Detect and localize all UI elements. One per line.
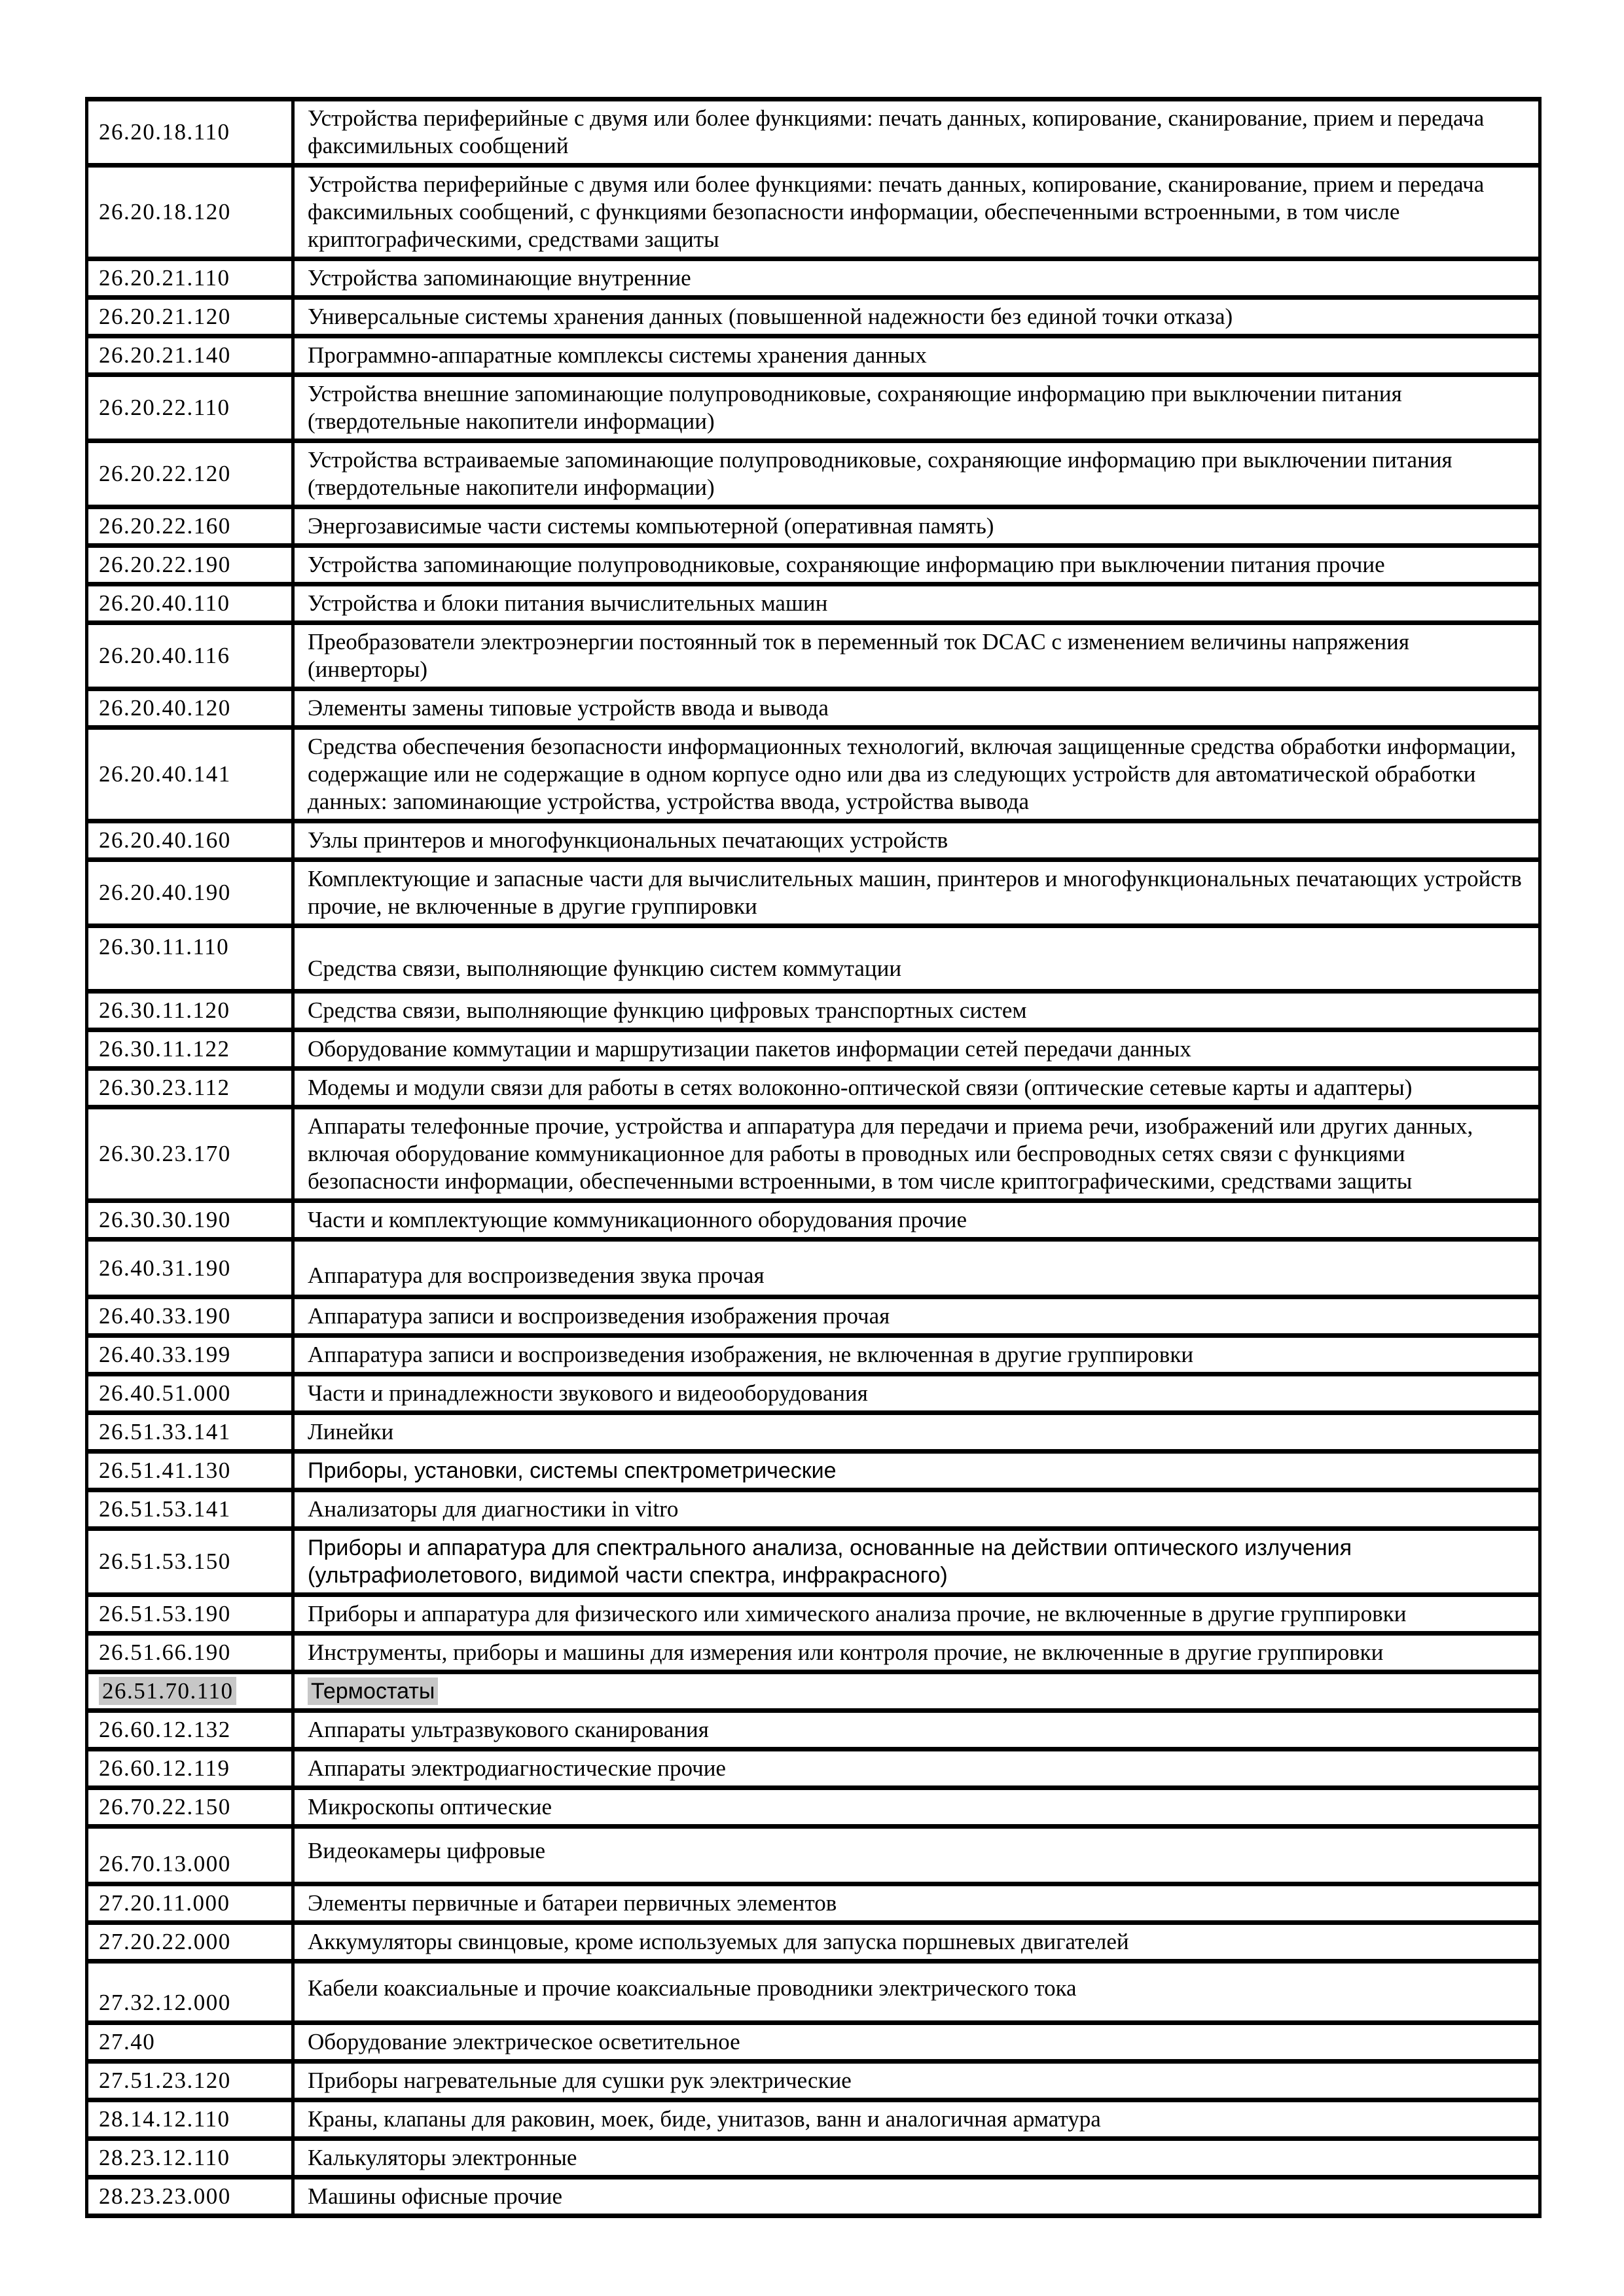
table-row bbox=[87, 166, 1540, 259]
description-text: Модемы и модули связи для работы в сетях волоконно-оптической связи (оптические сетевые карты и адаптеры) bbox=[308, 1075, 1413, 1100]
description-cell bbox=[293, 1884, 1540, 1923]
codes-table-body bbox=[87, 99, 1540, 2216]
code-cell bbox=[87, 1069, 293, 1107]
description-cell bbox=[293, 1201, 1540, 1240]
description-cell bbox=[293, 1788, 1540, 1827]
description-text: Анализаторы для диагностики in vitro bbox=[308, 1496, 679, 1522]
code-text: 26.40.33.199 bbox=[99, 1342, 231, 1367]
code-text: 26.20.40.160 bbox=[99, 827, 231, 853]
code-text: 26.20.22.190 bbox=[99, 552, 231, 577]
code-cell bbox=[87, 1201, 293, 1240]
description-text: Аппараты телефонные прочие, устройства и аппаратура для передачи и приема речи, изображений или других данных, включая оборудование коммуникационное для работы в проводных или беспроводных сетях связи с функциями безопасности информации, обеспеченными встроенными, в том числе криптографическими, средствами защиты bbox=[308, 1113, 1473, 1194]
description-text: Узлы принтеров и многофункциональных печатающих устройств bbox=[308, 827, 948, 853]
code-cell bbox=[87, 1634, 293, 1672]
table-row bbox=[87, 1962, 1540, 2023]
description-cell bbox=[293, 1595, 1540, 1634]
description-text: Элементы первичные и батареи первичных элементов bbox=[308, 1890, 837, 1916]
table-row bbox=[87, 2023, 1540, 2062]
table-row bbox=[87, 1452, 1540, 1490]
description-cell bbox=[293, 1749, 1540, 1788]
code-text: 26.20.18.110 bbox=[99, 119, 230, 145]
description-cell bbox=[293, 1107, 1540, 1201]
table-row bbox=[87, 259, 1540, 298]
description-text: Линейки bbox=[308, 1419, 394, 1444]
table-row bbox=[87, 2139, 1540, 2178]
table-row bbox=[87, 1297, 1540, 1336]
code-text: 26.51.41.130 bbox=[99, 1458, 231, 1483]
table-row bbox=[87, 1749, 1540, 1788]
table-row bbox=[87, 926, 1540, 992]
code-cell bbox=[87, 546, 293, 584]
table-row bbox=[87, 375, 1540, 441]
description-text: Устройства и блоки питания вычислительных машин bbox=[308, 590, 828, 616]
code-cell bbox=[87, 728, 293, 821]
code-cell bbox=[87, 584, 293, 623]
description-cell bbox=[293, 1452, 1540, 1490]
code-cell bbox=[87, 166, 293, 259]
description-cell bbox=[293, 2178, 1540, 2216]
code-cell bbox=[87, 441, 293, 507]
code-cell bbox=[87, 926, 293, 992]
code-text: 26.70.22.150 bbox=[99, 1794, 231, 1820]
code-text: 26.20.40.110 bbox=[99, 590, 230, 616]
code-cell bbox=[87, 1336, 293, 1374]
description-text: Средства обеспечения безопасности информационных технологий, включая защищенные средства обработки информации, содержащие или не содержащие в одном корпусе одно или два из следующих устройств для автоматической обработки данных: запоминающие устройства, устройства ввода, устройства вывода bbox=[308, 734, 1516, 814]
description-cell bbox=[293, 1030, 1540, 1069]
code-text: 27.20.22.000 bbox=[99, 1929, 231, 1954]
description-cell bbox=[293, 1634, 1540, 1672]
code-text: 28.14.12.110 bbox=[99, 2106, 230, 2132]
description-cell bbox=[293, 1240, 1540, 1297]
code-text: 26.20.21.140 bbox=[99, 342, 231, 368]
code-text: 26.20.22.160 bbox=[99, 513, 231, 539]
table-row bbox=[87, 1336, 1540, 1374]
table-row bbox=[87, 584, 1540, 623]
description-cell bbox=[293, 2100, 1540, 2139]
code-text: 26.30.11.120 bbox=[99, 997, 230, 1023]
code-text: 26.51.53.150 bbox=[99, 1549, 231, 1574]
code-cell bbox=[87, 336, 293, 375]
table-row bbox=[87, 1413, 1540, 1452]
description-text: Аппаратура записи и воспроизведения изображения прочая bbox=[308, 1303, 890, 1329]
description-cell bbox=[293, 1490, 1540, 1529]
code-cell bbox=[87, 1490, 293, 1529]
description-text: Аппаратура записи и воспроизведения изображения, не включенная в другие группировки bbox=[308, 1342, 1194, 1367]
table-row bbox=[87, 2178, 1540, 2216]
code-text: 26.51.33.141 bbox=[99, 1419, 231, 1444]
description-cell bbox=[293, 728, 1540, 821]
table-row bbox=[87, 860, 1540, 926]
code-text: 26.20.22.110 bbox=[99, 395, 230, 420]
description-text: Видеокамеры цифровые bbox=[308, 1838, 546, 1863]
code-cell bbox=[87, 298, 293, 336]
code-text: 27.32.12.000 bbox=[99, 1990, 231, 2015]
description-text: Элементы замены типовые устройств ввода и вывода bbox=[308, 695, 829, 721]
code-text: 26.30.23.170 bbox=[99, 1141, 231, 1166]
description-cell bbox=[293, 1711, 1540, 1749]
table-row bbox=[87, 992, 1540, 1030]
description-cell bbox=[293, 259, 1540, 298]
code-text: 26.51.53.190 bbox=[99, 1601, 231, 1626]
description-text: Энергозависимые части системы компьютерной (оперативная память) bbox=[308, 513, 994, 539]
description-cell bbox=[293, 584, 1540, 623]
description-cell bbox=[293, 821, 1540, 860]
table-row bbox=[87, 1030, 1540, 1069]
table-row bbox=[87, 1490, 1540, 1529]
description-cell bbox=[293, 860, 1540, 926]
code-cell bbox=[87, 2100, 293, 2139]
description-text: Универсальные системы хранения данных (повышенной надежности без единой точки отказа) bbox=[308, 304, 1233, 329]
description-cell bbox=[293, 298, 1540, 336]
code-text: 26.20.21.120 bbox=[99, 304, 231, 329]
description-text: Приборы и аппаратура для спектрального анализа, основанные на действии оптического излучения (ультрафиолетового, видимой части спектра, инфракрасного) bbox=[308, 1535, 1352, 1588]
table-row bbox=[87, 1201, 1540, 1240]
code-cell bbox=[87, 623, 293, 689]
code-cell bbox=[87, 1788, 293, 1827]
code-text: 26.20.18.120 bbox=[99, 199, 231, 224]
code-text: 26.40.31.190 bbox=[99, 1255, 231, 1281]
description-cell bbox=[293, 2023, 1540, 2062]
table-row bbox=[87, 1529, 1540, 1595]
table-row bbox=[87, 1884, 1540, 1923]
description-cell bbox=[293, 1529, 1540, 1595]
code-cell bbox=[87, 821, 293, 860]
description-text: Программно-аппаратные комплексы системы хранения данных bbox=[308, 342, 927, 368]
description-text: Устройства периферийные с двумя или более функциями: печать данных, копирование, сканирование, прием и передача факсимильных сообщений bbox=[308, 105, 1485, 158]
code-text: 28.23.23.000 bbox=[99, 2183, 231, 2209]
code-cell bbox=[87, 2139, 293, 2178]
code-cell bbox=[87, 99, 293, 166]
description-text: Аппаратура для воспроизведения звука прочая bbox=[308, 1263, 765, 1288]
description-text: Краны, клапаны для раковин, моек, биде, унитазов, ванн и аналогичная арматура bbox=[308, 2106, 1101, 2132]
code-text: 26.60.12.132 bbox=[99, 1717, 231, 1742]
code-text: 26.30.11.110 bbox=[99, 934, 230, 960]
description-cell bbox=[293, 1672, 1540, 1711]
description-cell bbox=[293, 1827, 1540, 1884]
table-row bbox=[87, 1788, 1540, 1827]
code-cell bbox=[87, 689, 293, 728]
code-cell bbox=[87, 1672, 293, 1711]
description-cell bbox=[293, 1336, 1540, 1374]
description-cell bbox=[293, 1413, 1540, 1452]
table-row bbox=[87, 546, 1540, 584]
description-cell bbox=[293, 1069, 1540, 1107]
code-text: 26.51.70.110 bbox=[99, 1677, 236, 1705]
code-cell bbox=[87, 507, 293, 546]
code-text: 26.30.11.122 bbox=[99, 1036, 230, 1062]
code-text: 26.40.33.190 bbox=[99, 1303, 231, 1329]
description-text: Аппараты ультразвукового сканирования bbox=[308, 1717, 709, 1742]
description-cell bbox=[293, 546, 1540, 584]
code-text: 26.70.13.000 bbox=[99, 1851, 231, 1876]
code-text: 26.30.23.112 bbox=[99, 1075, 230, 1100]
table-row bbox=[87, 1595, 1540, 1634]
table-row bbox=[87, 336, 1540, 375]
code-cell bbox=[87, 2062, 293, 2100]
table-row bbox=[87, 689, 1540, 728]
description-cell bbox=[293, 992, 1540, 1030]
table-row bbox=[87, 1107, 1540, 1201]
table-row bbox=[87, 1827, 1540, 1884]
code-cell bbox=[87, 1107, 293, 1201]
description-text: Кабели коаксиальные и прочие коаксиальные проводники электрического тока bbox=[308, 1975, 1077, 2001]
table-row bbox=[87, 821, 1540, 860]
code-cell bbox=[87, 1297, 293, 1336]
description-text: Приборы и аппаратура для физического или химического анализа прочие, не включенные в другие группировки bbox=[308, 1601, 1407, 1626]
code-text: 26.20.40.116 bbox=[99, 643, 230, 668]
table-row bbox=[87, 1672, 1540, 1711]
code-cell bbox=[87, 1374, 293, 1413]
description-text: Устройства встраиваемые запоминающие полупроводниковые, сохраняющие информацию при выключении питания (твердотельные накопители информации) bbox=[308, 447, 1453, 500]
description-text: Части и комплектующие коммуникационного оборудования прочие bbox=[308, 1207, 967, 1232]
description-text: Оборудование электрическое осветительное bbox=[308, 2029, 740, 2054]
description-text: Приборы, установки, системы спектрометрические bbox=[308, 1458, 837, 1483]
code-text: 26.20.40.141 bbox=[99, 761, 231, 787]
description-text: Преобразователи электроэнергии постоянный ток в переменный ток DCAC с изменением величины напряжения (инверторы) bbox=[308, 629, 1409, 682]
description-text: Машины офисные прочие bbox=[308, 2183, 562, 2209]
description-text: Калькуляторы электронные bbox=[308, 2145, 577, 2170]
description-cell bbox=[293, 99, 1540, 166]
code-cell bbox=[87, 1962, 293, 2023]
code-cell bbox=[87, 860, 293, 926]
code-cell bbox=[87, 1827, 293, 1884]
description-text: Микроскопы оптические bbox=[308, 1794, 552, 1820]
description-cell bbox=[293, 1923, 1540, 1962]
code-cell bbox=[87, 992, 293, 1030]
table-row bbox=[87, 99, 1540, 166]
table-row bbox=[87, 1374, 1540, 1413]
description-cell bbox=[293, 926, 1540, 992]
code-cell bbox=[87, 1030, 293, 1069]
code-text: 26.60.12.119 bbox=[99, 1755, 230, 1781]
table-row bbox=[87, 1634, 1540, 1672]
table-row bbox=[87, 728, 1540, 821]
code-text: 28.23.12.110 bbox=[99, 2145, 230, 2170]
description-cell bbox=[293, 375, 1540, 441]
table-row bbox=[87, 2100, 1540, 2139]
description-text: Устройства запоминающие внутренние bbox=[308, 265, 691, 291]
code-cell bbox=[87, 1595, 293, 1634]
description-text: Инструменты, приборы и машины для измерения или контроля прочие, не включенные в другие группировки bbox=[308, 1640, 1384, 1665]
description-text: Аппараты электродиагностические прочие bbox=[308, 1755, 726, 1781]
table-row bbox=[87, 1711, 1540, 1749]
description-cell bbox=[293, 2062, 1540, 2100]
code-text: 26.40.51.000 bbox=[99, 1380, 231, 1406]
code-cell bbox=[87, 1884, 293, 1923]
code-cell bbox=[87, 2023, 293, 2062]
description-cell bbox=[293, 1962, 1540, 2023]
description-cell bbox=[293, 689, 1540, 728]
description-cell bbox=[293, 1374, 1540, 1413]
description-text: Средства связи, выполняющие функцию цифровых транспортных систем bbox=[308, 997, 1027, 1023]
description-text: Устройства периферийные с двумя или более функциями: печать данных, копирование, сканирование, прием и передача факсимильных сообщений, с функциями безопасности информации, обеспеченными встроенными, в том числе криптографическими, средствами защиты bbox=[308, 171, 1485, 252]
code-cell bbox=[87, 1452, 293, 1490]
description-cell bbox=[293, 441, 1540, 507]
description-cell bbox=[293, 166, 1540, 259]
code-text: 27.20.11.000 bbox=[99, 1890, 230, 1916]
description-cell bbox=[293, 336, 1540, 375]
table-row bbox=[87, 1069, 1540, 1107]
code-text: 26.20.22.120 bbox=[99, 461, 231, 486]
code-cell bbox=[87, 1923, 293, 1962]
code-cell bbox=[87, 1413, 293, 1452]
code-cell bbox=[87, 1529, 293, 1595]
code-text: 26.51.66.190 bbox=[99, 1640, 231, 1665]
code-text: 26.30.30.190 bbox=[99, 1207, 231, 1232]
code-cell bbox=[87, 1240, 293, 1297]
description-text: Комплектующие и запасные части для вычислительных машин, принтеров и многофункциональных печатающих устройств прочие, не включенные в другие группировки bbox=[308, 866, 1522, 919]
table-row bbox=[87, 298, 1540, 336]
table-row bbox=[87, 1923, 1540, 1962]
description-cell bbox=[293, 1297, 1540, 1336]
description-text: Термостаты bbox=[308, 1677, 438, 1705]
table-row bbox=[87, 623, 1540, 689]
code-cell bbox=[87, 2178, 293, 2216]
code-cell bbox=[87, 375, 293, 441]
code-cell bbox=[87, 1711, 293, 1749]
description-cell bbox=[293, 2139, 1540, 2178]
description-cell bbox=[293, 507, 1540, 546]
code-text: 26.20.40.190 bbox=[99, 880, 231, 905]
codes-table bbox=[85, 97, 1542, 2218]
code-text: 26.20.21.110 bbox=[99, 265, 230, 291]
description-text: Части и принадлежности звукового и видеооборудования bbox=[308, 1380, 868, 1406]
table-row bbox=[87, 441, 1540, 507]
description-text: Устройства запоминающие полупроводниковые, сохраняющие информацию при выключении питания прочие bbox=[308, 552, 1385, 577]
description-text: Оборудование коммутации и маршрутизации пакетов информации сетей передачи данных bbox=[308, 1036, 1191, 1062]
table-row bbox=[87, 507, 1540, 546]
description-text: Средства связи, выполняющие функцию систем коммутации bbox=[308, 956, 902, 981]
description-text: Приборы нагревательные для сушки рук электрические bbox=[308, 2068, 852, 2093]
code-text: 27.51.23.120 bbox=[99, 2068, 231, 2093]
code-text: 27.40 bbox=[99, 2029, 156, 2054]
table-row bbox=[87, 2062, 1540, 2100]
table-row bbox=[87, 1240, 1540, 1297]
code-text: 26.20.40.120 bbox=[99, 695, 231, 721]
description-text: Устройства внешние запоминающие полупроводниковые, сохраняющие информацию при выключении питания (твердотельные накопители информации) bbox=[308, 381, 1402, 434]
description-text: Аккумуляторы свинцовые, кроме используемых для запуска поршневых двигателей bbox=[308, 1929, 1129, 1954]
code-cell bbox=[87, 1749, 293, 1788]
code-cell bbox=[87, 259, 293, 298]
description-cell bbox=[293, 623, 1540, 689]
code-text: 26.51.53.141 bbox=[99, 1496, 231, 1522]
